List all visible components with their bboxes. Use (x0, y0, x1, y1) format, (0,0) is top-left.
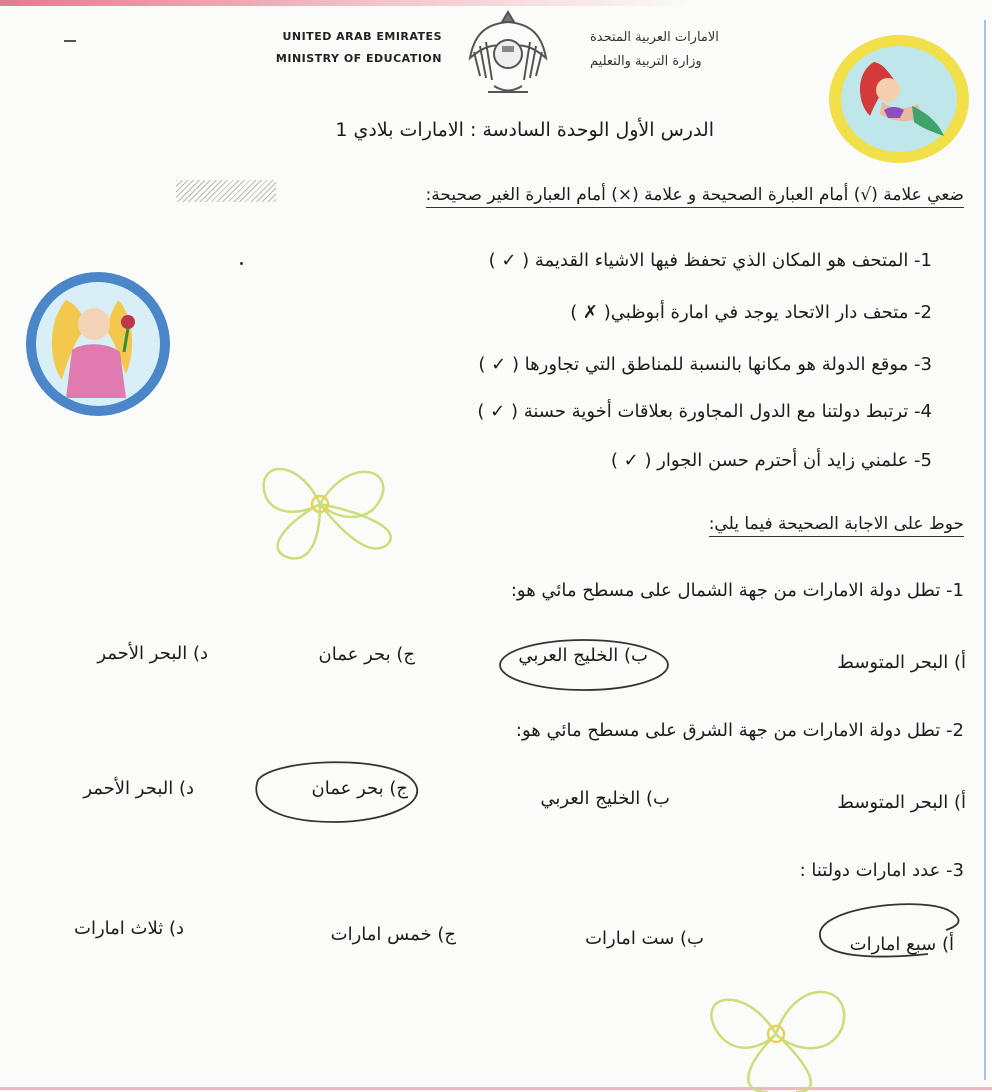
tf-item-5: 5- علمني زايد أن أحترم حسن الجوار ( ✓ ) (610, 450, 932, 471)
ministry-ar: وزارة التربية والتعليم (590, 54, 702, 69)
stray-mark (64, 40, 76, 42)
q3-option-d: د) ثلاث امارات (74, 918, 184, 939)
emblem-falcon-icon (464, 6, 552, 98)
q2-option-c: ج) بحر عمان (311, 778, 408, 799)
tf-item-2: 2- متحف دار الاتحاد يوجد في امارة أبوظبي( ✗ ) (570, 302, 932, 323)
lesson-title: الدرس الأول الوحدة السادسة : الامارات بلادي 1 (335, 119, 714, 141)
q1-option-b: ب) الخليج العربي (518, 645, 648, 666)
q3-option-b: ب) ست امارات (585, 928, 704, 949)
q2-option-b: ب) الخليج العربي (540, 788, 670, 809)
country-en: UNITED ARAB EMIRATES (282, 30, 442, 43)
flower-doodle-icon (220, 440, 420, 570)
tf-item-3: 3- موقع الدولة هو مكانها بالنسبة للمناطق التي تجاورها ( ✓ ) (478, 354, 932, 375)
q1-option-c: ج) بحر عمان (318, 644, 415, 665)
flower-doodle-icon (676, 964, 876, 1092)
q2-option-a: أ) البحر المتوسط (837, 792, 966, 813)
section1-instruction-wrap (426, 185, 964, 205)
tf-item-1: 1- المتحف هو المكان الذي تحفظ فيها الاشياء القديمة ( ✓ ) (488, 250, 932, 271)
pencil-scribble (176, 180, 276, 202)
question-2: 2- تطل دولة الامارات من جهة الشرق على مسطح مائي هو: (515, 720, 964, 741)
answer-circle-mark (808, 896, 968, 968)
stray-dot (240, 262, 243, 265)
q3-option-a: أ) سبع امارات (849, 934, 954, 955)
answer-circle-mark (244, 752, 426, 826)
section2-instruction: حوط على الاجابة الصحيحة فيما يلي: (709, 514, 964, 537)
princess-sticker-icon (22, 270, 174, 418)
scan-edge-right (984, 20, 986, 1080)
question-3: 3- عدد امارات دولتنا : (799, 860, 964, 881)
ministry-en: MINISTRY OF EDUCATION (275, 52, 442, 65)
country-ar: الامارات العربية المتحدة (590, 30, 719, 45)
q1-option-a: أ) البحر المتوسط (837, 652, 966, 673)
q2-option-d: د) البحر الأحمر (83, 778, 194, 799)
q3-option-c: ج) خمس امارات (330, 924, 456, 945)
mermaid-sticker-icon (826, 32, 972, 166)
tf-item-4: 4- ترتبط دولتنا مع الدول المجاورة بعلاقات أخوية حسنة ( ✓ ) (477, 401, 932, 422)
answer-circle-mark (496, 636, 672, 694)
section2-instruction-wrap (709, 514, 964, 534)
q1-option-d: د) البحر الأحمر (97, 643, 208, 664)
question-1: 1- تطل دولة الامارات من جهة الشمال على مسطح مائي هو: (510, 580, 964, 601)
section1-instruction: ضعي علامة (√) أمام العبارة الصحيحة و علامة (×) أمام العبارة الغير صحيحة: (426, 185, 964, 208)
